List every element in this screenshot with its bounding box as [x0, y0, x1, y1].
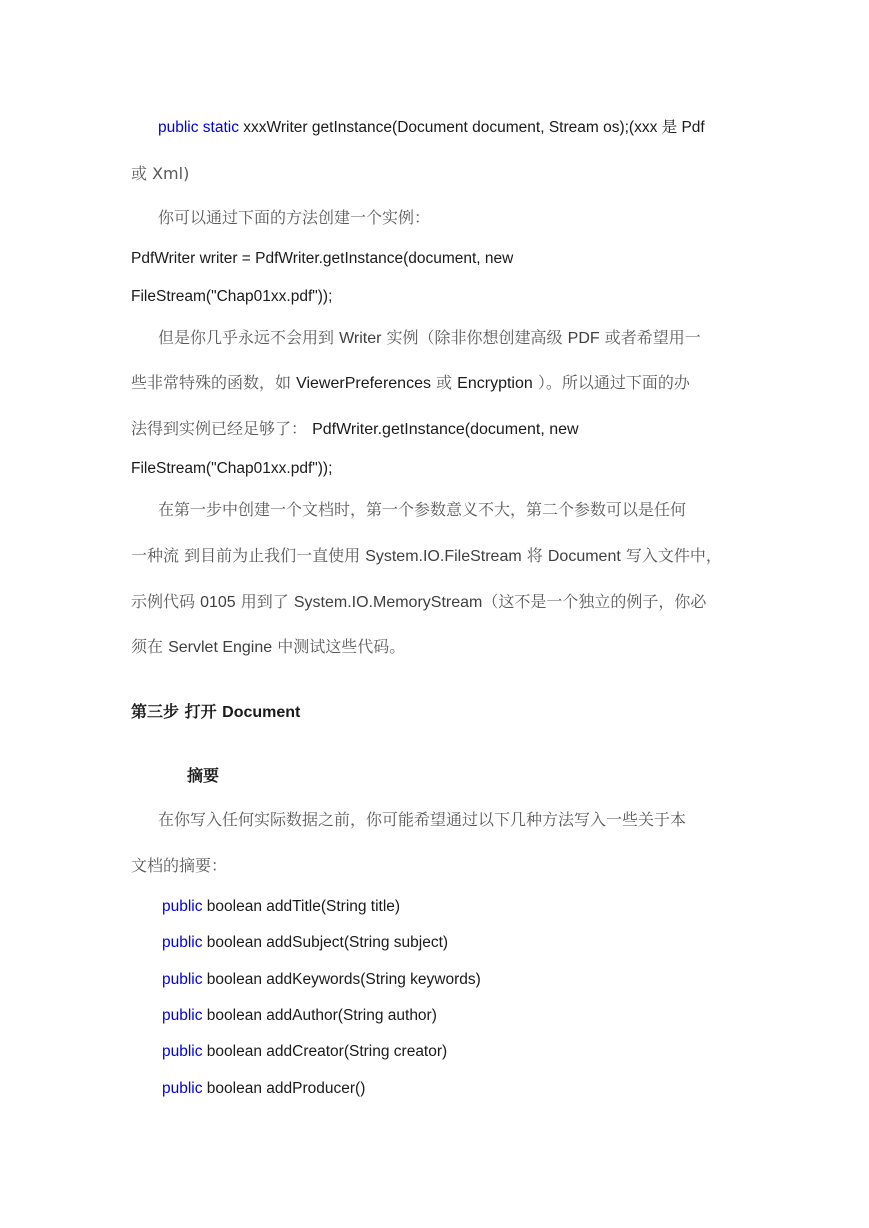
signature-continuation	[131, 163, 189, 185]
api-method	[162, 1041, 447, 1063]
text-run: 须在	[131, 637, 169, 656]
api-method	[162, 896, 400, 918]
text-run: 文档的摘要：	[131, 856, 228, 875]
text-run: 将	[521, 546, 548, 565]
api-method	[162, 969, 481, 991]
keyword: public	[162, 898, 203, 915]
method-signature: boolean addProducer()	[202, 1080, 366, 1097]
text-run: 实例（除非你想创建高级	[381, 328, 568, 347]
getinstance-signature	[158, 117, 705, 139]
keyword: public	[162, 1080, 203, 1097]
text-run: 或	[430, 373, 458, 392]
method-signature: boolean addKeywords(String keywords)	[202, 971, 481, 988]
text-run: 在你写入任何实际数据之前，你可能希望通过以下几种方法写入一些关于本	[158, 810, 687, 829]
paragraph-writer-line2	[131, 372, 690, 395]
text-run: Servlet Engine	[168, 639, 273, 656]
code-line	[131, 286, 332, 308]
paragraph-stream-line1	[158, 499, 686, 521]
text-run: PdfWriter.getInstance(document, new	[312, 421, 579, 438]
api-method	[162, 932, 448, 954]
keyword: public	[162, 934, 203, 951]
paragraph-stream-line3	[131, 591, 706, 614]
continuation-text: 或 Xml)	[131, 164, 190, 183]
paragraph-writer-line4	[131, 458, 332, 480]
text-run: ViewerPreferences	[296, 375, 431, 392]
code-text: FileStream("Chap01xx.pdf"));	[131, 288, 333, 305]
method-signature: boolean addAuthor(String author)	[202, 1007, 437, 1024]
subheading	[187, 765, 219, 787]
text-run: Encryption	[457, 375, 533, 392]
text-run: 法得到实例已经足够了：	[131, 419, 313, 438]
keyword: public	[162, 1007, 203, 1024]
text-run: 但是你几乎永远不会用到	[158, 328, 340, 347]
signature-text: xxxWriter getInstance(Document document, Stream os);(xxx 是 Pdf	[238, 119, 705, 136]
text-run: ）。所以通过下面的办	[532, 373, 690, 392]
method-signature: boolean addSubject(String subject)	[202, 934, 449, 951]
paragraph-text: 你可以通过下面的方法创建一个实例：	[158, 208, 431, 227]
heading-text: 第三步 打开	[131, 702, 223, 721]
text-run: Document	[547, 548, 621, 565]
api-method	[162, 1078, 365, 1100]
paragraph-writer-line1	[158, 327, 701, 350]
text-run: 示例代码	[131, 592, 201, 611]
section-heading	[131, 701, 300, 724]
text-run: Writer	[339, 330, 382, 347]
text-run: 在第一步中创建一个文档时，第一个参数意义不大，第二个参数可以是任何	[158, 500, 687, 519]
heading-text: Document	[222, 704, 301, 721]
text-run: 写入文件中，	[620, 546, 722, 565]
keyword: public	[162, 971, 203, 988]
text-run: （这不是一个独立的例子，你必	[482, 592, 707, 611]
text-run: 一种流 到目前为止我们一直使用	[131, 546, 366, 565]
paragraph-summary-line1	[158, 809, 686, 831]
code-line	[131, 248, 513, 270]
keyword: public	[162, 1043, 203, 1060]
text-run: System.IO.FileStream	[365, 548, 522, 565]
paragraph-writer-line3	[131, 418, 579, 441]
paragraph-create-instance	[158, 207, 430, 229]
paragraph-stream-line4	[131, 636, 405, 659]
text-run: System.IO.MemoryStream	[293, 594, 483, 611]
paragraph-summary-line2	[131, 855, 227, 877]
text-run: 些非常特殊的函数，如	[131, 373, 297, 392]
code-text: PdfWriter writer = PdfWriter.getInstance(document, new	[131, 250, 514, 267]
paragraph-stream-line2	[131, 545, 722, 568]
text-run: 或者希望用一	[599, 328, 701, 347]
keyword: public static	[158, 119, 239, 136]
text-run: 0105	[200, 594, 236, 611]
text-run: FileStream("Chap01xx.pdf"));	[131, 460, 333, 477]
subheading-text: 摘要	[187, 766, 220, 785]
method-signature: boolean addCreator(String creator)	[202, 1043, 448, 1060]
text-run: PDF	[567, 330, 600, 347]
text-run: 中测试这些代码。	[272, 637, 406, 656]
method-signature: boolean addTitle(String title)	[202, 898, 401, 915]
api-method	[162, 1005, 437, 1027]
text-run: 用到了	[235, 592, 294, 611]
